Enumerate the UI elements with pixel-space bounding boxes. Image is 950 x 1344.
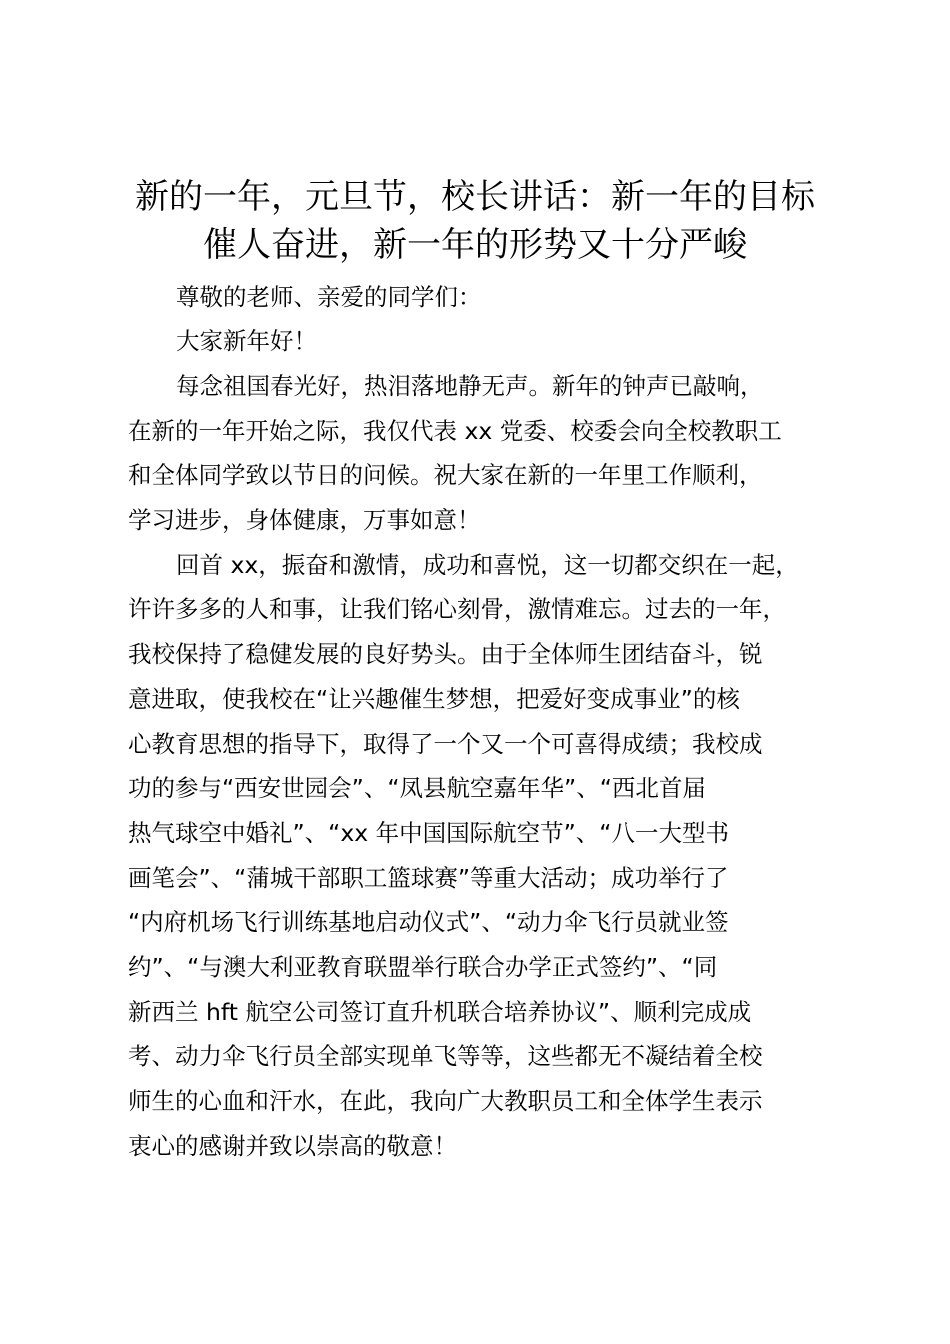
paragraph-2-line: 意进取，使我校在“让兴趣催生梦想，把爱好变成事业”的核	[128, 685, 740, 713]
paragraph-1-line: 学习进步，身体健康，万事如意！	[128, 506, 481, 534]
paragraph-2-line: 心教育思想的指导下，取得了一个又一个可喜得成绩；我校成	[128, 730, 763, 758]
salutation: 尊敬的老师、亲爱的同学们：	[176, 283, 482, 311]
paragraph-2-line: 我校保持了稳健发展的良好势头。由于全体师生团结奋斗，锐	[128, 640, 763, 668]
paragraph-1-line: 和全体同学致以节日的问候。祝大家在新的一年里工作顺利，	[128, 461, 763, 489]
paragraph-1-line: 每念祖国春光好，热泪落地静无声。新年的钟声已敲响，	[176, 372, 764, 400]
paragraph-1-line: 在新的一年开始之际，我仅代表 xx 党委、校委会向全校教职工	[128, 417, 782, 445]
greeting: 大家新年好！	[176, 327, 317, 355]
document-title-line-2: 催人奋进，新一年的形势又十分严峻	[203, 225, 747, 265]
document-title-line-1: 新的一年，元旦节，校长讲话：新一年的目标	[135, 177, 815, 217]
paragraph-2-line: 许许多多的人和事，让我们铭心刻骨，激情难忘。过去的一年，	[128, 595, 786, 623]
paragraph-2-line: 功的参与“西安世园会”、“凤县航空嘉年华”、“西北首届	[128, 774, 706, 802]
paragraph-2-line: “内府机场飞行训练基地启动仪式”、“动力伞飞行员就业签	[128, 908, 729, 936]
paragraph-2-line: 新西兰 hft 航空公司签订直升机联合培养协议”、顺利完成成	[128, 998, 752, 1026]
paragraph-2-line: 约”、“与澳大利亚教育联盟举行联合办学正式签约”、“同	[128, 953, 718, 981]
paragraph-2-line: 画笔会”、“蒲城干部职工篮球赛”等重大活动；成功举行了	[128, 864, 729, 892]
paragraph-2-line: 师生的心血和汗水，在此，我向广大教职员工和全体学生表示	[128, 1087, 763, 1115]
paragraph-2-line: 衷心的感谢并致以崇高的敬意！	[128, 1132, 457, 1160]
paragraph-2-line: 考、动力伞飞行员全部实现单飞等等，这些都无不凝结着全校	[128, 1042, 763, 1070]
paragraph-2-line: 热气球空中婚礼”、“xx 年中国国际航空节”、“八一大型书	[128, 819, 729, 847]
paragraph-2-line: 回首 xx，振奋和激情，成功和喜悦，这一切都交织在一起，	[176, 551, 799, 579]
